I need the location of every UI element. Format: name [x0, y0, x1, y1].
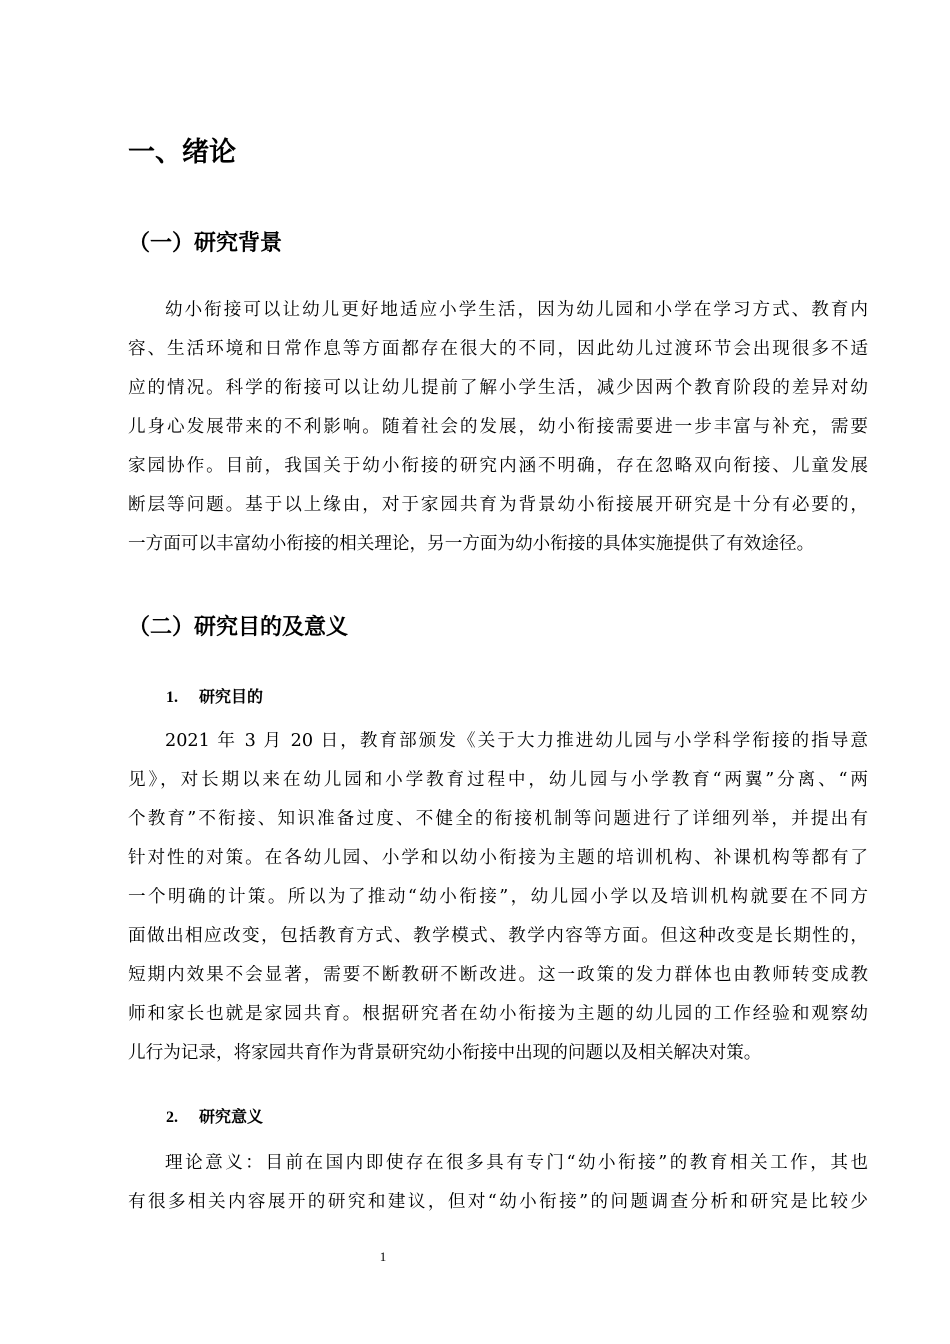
- section-heading-purpose: （二）研究目的及意义: [128, 615, 349, 640]
- paragraph-line: 短期内效果不会显著，需要不断教研不断改进。这一政策的发力群体也由教师转变成教: [128, 965, 868, 985]
- subsection-title: 研究意义: [199, 1107, 264, 1126]
- paragraph-line: 儿身心发展带来的不利影响。随着社会的发展，幼小衔接需要进一步丰富与补充，需要: [128, 417, 868, 437]
- subsection-number: 1.: [166, 689, 178, 706]
- subsection-heading-purpose: [166, 685, 263, 710]
- subsection-heading-significance: [166, 1105, 263, 1130]
- chapter-heading: 一、绪论: [128, 137, 236, 168]
- paragraph-line: 个教育”不衔接、知识准备过度、不健全的衔接机制等问题进行了详细列举，并提出有: [128, 809, 868, 829]
- paragraph-line: 容、生活环境和日常作息等方面都存在很大的不同，因此幼儿过渡环节会出现很多不适: [128, 339, 868, 359]
- paragraph-line: 家园协作。目前，我国关于幼小衔接的研究内涵不明确，存在忽略双向衔接、儿童发展: [128, 456, 868, 476]
- paragraph-line: 针对性的对策。在各幼儿园、小学和以幼小衔接为主题的培训机构、补课机构等都有了: [128, 848, 868, 868]
- paragraph-line: 理论意义：目前在国内即使存在很多具有专门“幼小衔接”的教育相关工作，其也: [165, 1153, 868, 1173]
- subsection-title: 研究目的: [199, 687, 264, 706]
- paragraph-line: 儿行为记录，将家园共育作为背景研究幼小衔接中出现的问题以及相关解决对策。: [128, 1043, 762, 1063]
- paragraph-line: 应的情况。科学的衔接可以让幼儿提前了解小学生活，减少因两个教育阶段的差异对幼: [128, 378, 868, 398]
- paragraph-background: [128, 291, 868, 564]
- paragraph-line: 一方面可以丰富幼小衔接的相关理论，另一方面为幼小衔接的具体实施提供了有效途径。: [128, 534, 815, 554]
- paragraph-line: 幼小衔接可以让幼儿更好地适应小学生活，因为幼儿园和小学在学习方式、教育内: [165, 300, 868, 320]
- paragraph-line: 2021 年 3 月 20 日，教育部颁发《关于大力推进幼儿园与小学科学衔接的指导意: [165, 731, 868, 751]
- paragraph-line: 一个明确的计策。所以为了推动“幼小衔接”，幼儿园小学以及培训机构就要在不同方: [128, 887, 868, 907]
- page-number: 1: [379, 1249, 387, 1264]
- paragraph-line: 师和家长也就是家园共育。根据研究者在幼小衔接为主题的幼儿园的工作经验和观察幼: [128, 1004, 868, 1024]
- paragraph-line: 有很多相关内容展开的研究和建议，但对“幼小衔接”的问题调查分析和研究是比较少: [128, 1192, 868, 1212]
- paragraph-line: 断层等问题。基于以上缘由，对于家园共育为背景幼小衔接展开研究是十分有必要的，: [128, 495, 868, 515]
- paragraph-line: 面做出相应改变，包括教育方式、教学模式、教学内容等方面。但这种改变是长期性的，: [128, 926, 868, 946]
- paragraph-purpose: [128, 722, 868, 1073]
- paragraph-significance: [128, 1144, 868, 1222]
- paragraph-line: 见》，对长期以来在幼儿园和小学教育过程中，幼儿园与小学教育“两翼”分离、“两: [128, 770, 868, 790]
- section-heading-background: （一）研究背景: [128, 231, 283, 256]
- subsection-number: 2.: [166, 1109, 178, 1126]
